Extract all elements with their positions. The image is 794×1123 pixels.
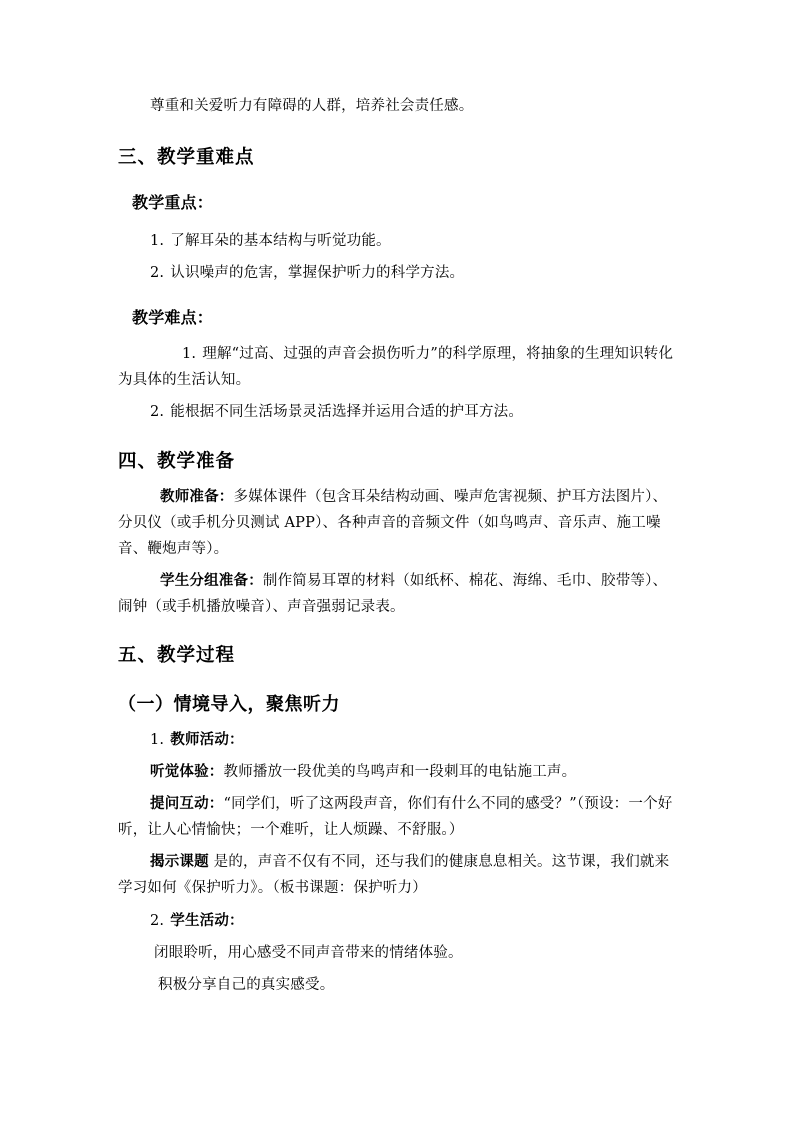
student-activity-item: 积极分享自己的真实感受。 [158, 977, 335, 993]
question-interaction [118, 791, 678, 843]
section4-title: 四、教学准备 [118, 451, 236, 472]
question-text: “同学们，听了这两段声音，你们有什么不同的感受？”（预设：一个好听，让人心情愉快；一个难听，让人烦躁、不舒服。） [118, 796, 673, 838]
item-text: 认识噪声的危害，掌握保护听力的科学方法。 [170, 265, 465, 281]
teacher-prep [118, 484, 678, 562]
student-prep-text: 制作简易耳罩的材料（如纸杯、棉花、海绵、毛巾、胶带等）、闹钟（或手机播放噪音）、声音强弱记录表。 [118, 573, 668, 615]
difficulty-item [150, 399, 710, 425]
student-activity-heading [150, 908, 710, 934]
item-text: 了解耳朵的基本结构与听觉功能。 [170, 233, 391, 249]
item-text: 能根据不同生活场景灵活选择并运用合适的护耳方法。 [170, 404, 524, 420]
listening-text: 教师播放一段优美的鸟鸣声和一段刺耳的电钻施工声。 [223, 764, 577, 780]
item-text: 理解“过高、过强的声音会损伤听力”的科学原理，将抽象的生理知识转化为具体的生活认知。 [118, 346, 674, 388]
difficulty-item [118, 341, 678, 393]
intro-line: 尊重和关爱听力有障碍的人群，培养社会责任感。 [150, 98, 474, 114]
question-label: 提问互动： [150, 796, 224, 812]
difficulties-label: 教学难点： [132, 308, 214, 327]
item-number: 1. [150, 732, 165, 748]
item-number: 2. [150, 913, 165, 929]
student-prep-label: 学生分组准备： [160, 573, 263, 589]
key-points-label: 教学重点： [132, 193, 214, 212]
listening-label: 听觉体验： [150, 764, 224, 780]
listening-experience [150, 759, 710, 785]
section3-title: 三、教学重难点 [118, 147, 255, 168]
key-point-item [150, 228, 710, 254]
student-activity-item: 闭眼聆听，用心感受不同声音带来的情绪体验。 [154, 945, 463, 961]
student-prep [118, 568, 678, 620]
item-number: 2. [150, 404, 165, 420]
teacher-activity-label: 教师活动： [170, 732, 244, 748]
item-number: 1. [150, 233, 165, 249]
item-number: 1. [182, 346, 197, 362]
item-number: 2. [150, 265, 165, 281]
teacher-prep-text: 多媒体课件（包含耳朵结构动画、噪声危害视频、护耳方法图片）、分贝仪（或手机分贝测试 APP）、各种声音的音频文件（如鸟鸣声、音乐声、施工噪音、鞭炮声等）。 [118, 489, 668, 557]
reveal-topic [118, 849, 678, 901]
reveal-label: 揭示课题 [150, 854, 209, 870]
section5-title: 五、教学过程 [118, 645, 236, 666]
teacher-prep-label: 教师准备： [160, 489, 234, 505]
teacher-activity-heading [150, 727, 710, 753]
student-activity-label: 学生活动： [170, 913, 244, 929]
reveal-text: 是的，声音不仅有不同，还与我们的健康息息相关。这节课，我们就来学习如何《保护听力》。（板书课题：保护听力） [118, 854, 670, 896]
key-point-item [150, 260, 710, 286]
part1-title: （一）情境导入，聚焦听力 [118, 694, 340, 715]
